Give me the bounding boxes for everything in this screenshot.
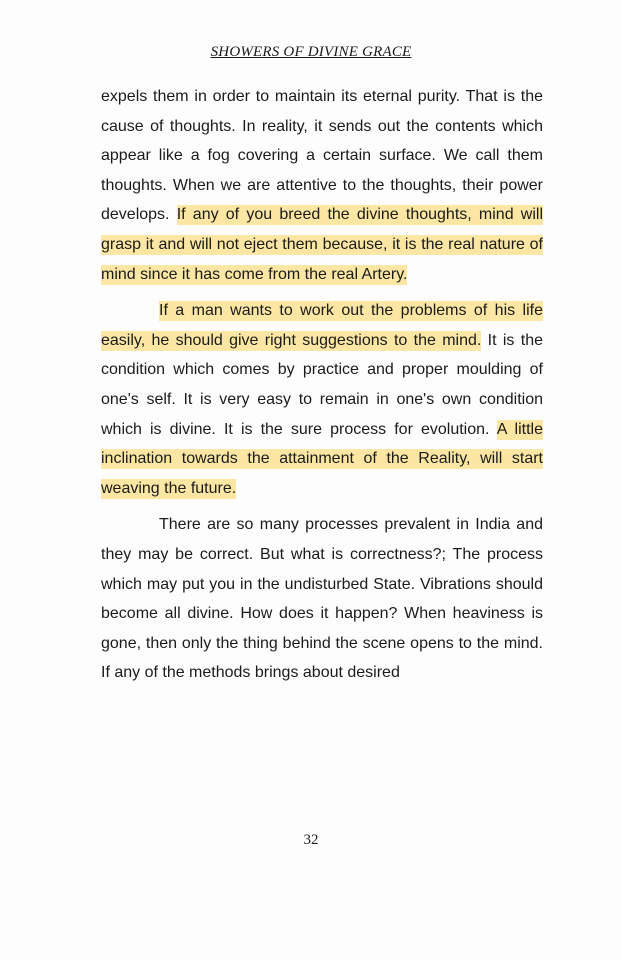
page-number: 32 bbox=[303, 832, 319, 848]
paragraph-2-highlight-2: A little inclination towards the attainment of the Reality, will start weaving the future. bbox=[101, 420, 544, 497]
paragraph-1-highlight: If any of you breed the divine thoughts, mind will grasp it and will not eject them because, it is the real nature of mind since it has come from the real Artery. bbox=[101, 206, 544, 283]
paragraph-2-highlight-1: If a man wants to work out the problems of his life easily, he should give right suggestions to the mind. bbox=[101, 302, 543, 349]
paragraph-2 bbox=[101, 296, 543, 503]
paragraph-2-text: It is the condition which comes by practice and proper moulding of one's self. It is very easy to remain in one's own condition which is divine. It is the sure process for evolution. bbox=[101, 331, 544, 438]
paragraph-1-text: expels them in order to maintain its eternal purity. That is the cause of thoughts. In reality, it sends out the contents which appear like a fog covering a certain surface. We call them thoughts. When we are attentive to the thoughts, their power develops. bbox=[101, 88, 543, 224]
running-header: SHOWERS OF DIVINE GRACE bbox=[210, 44, 412, 60]
paragraph-1 bbox=[101, 82, 543, 289]
page-body bbox=[101, 82, 543, 688]
paragraph-3 bbox=[101, 510, 543, 688]
paragraph-3-text: There are so many processes prevalent in India and they may be correct. But what is correctness?; The process which may put you in the undisturbed State. Vibrations should become all divine. How does it happen? When heaviness is gone, then only the thing behind the scene opens to the mind. If any of the methods brings about desired bbox=[101, 516, 543, 682]
